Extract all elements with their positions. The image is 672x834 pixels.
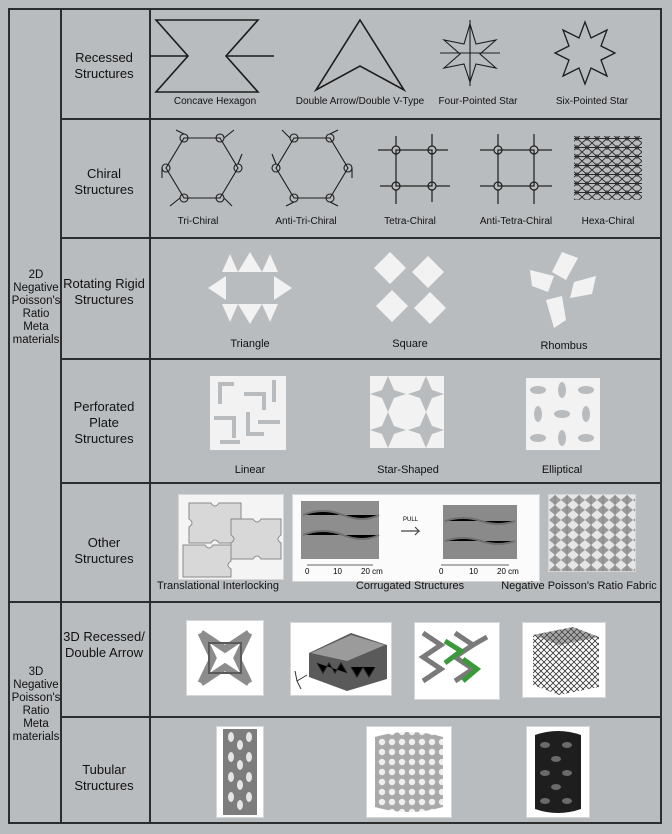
category-chiral: Chiral Structures (74, 166, 134, 197)
group-label-3d: 3D Negative Poisson's Ratio Meta materials (11, 666, 61, 743)
label-anti-tetra-chiral: Anti-Tetra-Chiral (479, 216, 553, 227)
label-hexa-chiral: Hexa-Chiral (581, 216, 635, 227)
label-triangle: Triangle (230, 338, 270, 350)
label-npr-fabric: Negative Poisson's Ratio Fabric (501, 580, 657, 592)
scale-tick-0: 0 (305, 567, 310, 576)
pull-arrow-label: PULL (403, 517, 419, 523)
anti-tetra-chiral-figure (480, 134, 552, 204)
label-concave-hexagon: Concave Hexagon (173, 96, 257, 107)
scale-tick-10: 10 (333, 567, 342, 576)
tubular-mesh-image (366, 726, 452, 818)
translational-interlocking-image (178, 494, 284, 580)
column-divider-2 (149, 10, 151, 822)
3d-lattice-cube-image (522, 622, 606, 698)
label-star-shaped: Star-Shaped (377, 464, 439, 476)
label-anti-tri-chiral: Anti-Tri-Chiral (275, 216, 337, 227)
concave-hexagon-figure (150, 18, 274, 94)
tubular-perforated-image (216, 726, 264, 818)
category-recessed: Recessed Structures (74, 50, 134, 81)
category-rotating-rigid: Rotating Rigid Structures (63, 276, 145, 307)
3d-double-arrow-image (290, 622, 392, 696)
category-tubular: Tubular Structures (74, 762, 134, 793)
label-tetra-chiral: Tetra-Chiral (384, 216, 436, 227)
perforated-star-figure (370, 376, 444, 448)
row-divider-3 (61, 358, 662, 360)
3d-reentrant-cell-image (186, 620, 264, 696)
npr-fabric-image (548, 494, 636, 572)
row-divider-2 (61, 237, 662, 239)
rotating-rhombus-figure (526, 250, 598, 330)
category-other: Other Structures (74, 535, 134, 566)
scale-tick-10-right: 10 (469, 567, 478, 576)
tubular-dark-lattice-image (526, 726, 590, 818)
scale-tick-20-right: 20 cm (497, 567, 519, 576)
group-divider (10, 601, 662, 603)
tetra-chiral-figure (378, 134, 450, 204)
row-divider-4 (61, 482, 662, 484)
tri-chiral-figure (162, 130, 242, 206)
3d-green-lattice-image (414, 622, 500, 700)
rotating-triangle-figure (208, 250, 292, 326)
category-perforated: Perforated Plate Structures (73, 399, 135, 446)
double-arrow-figure (314, 18, 406, 92)
six-pointed-star-figure (554, 20, 616, 86)
scale-tick-0-right: 0 (439, 567, 444, 576)
corrugated-structures-image (292, 494, 540, 582)
label-corrugated-structures: Corrugated Structures (355, 580, 465, 592)
perforated-linear-figure (210, 376, 286, 450)
perforated-elliptical-figure (526, 378, 600, 450)
label-linear: Linear (234, 464, 266, 476)
classification-table (8, 8, 662, 824)
label-square: Square (392, 338, 428, 350)
label-elliptical: Elliptical (541, 464, 583, 476)
label-tri-chiral: Tri-Chiral (177, 216, 219, 227)
label-rhombus: Rhombus (540, 340, 588, 352)
rotating-square-figure (372, 252, 448, 326)
four-pointed-star-figure (440, 20, 500, 86)
anti-tri-chiral-figure (272, 130, 352, 206)
group-label-2d: 2D Negative Poisson's Ratio Meta materials (11, 269, 61, 346)
label-six-pointed-star: Six-Pointed Star (555, 96, 629, 107)
row-divider-5 (61, 716, 662, 718)
label-four-pointed-star: Four-Pointed Star (438, 96, 518, 107)
label-double-arrow: Double Arrow/Double V-Type (295, 96, 425, 107)
label-translational-interlocking: Translational Interlocking (157, 580, 279, 592)
category-3d-recessed: 3D Recessed/ Double Arrow (63, 629, 145, 660)
hexa-chiral-figure (572, 134, 644, 202)
scale-tick-20: 20 cm (361, 567, 383, 576)
row-divider-1 (61, 118, 662, 120)
